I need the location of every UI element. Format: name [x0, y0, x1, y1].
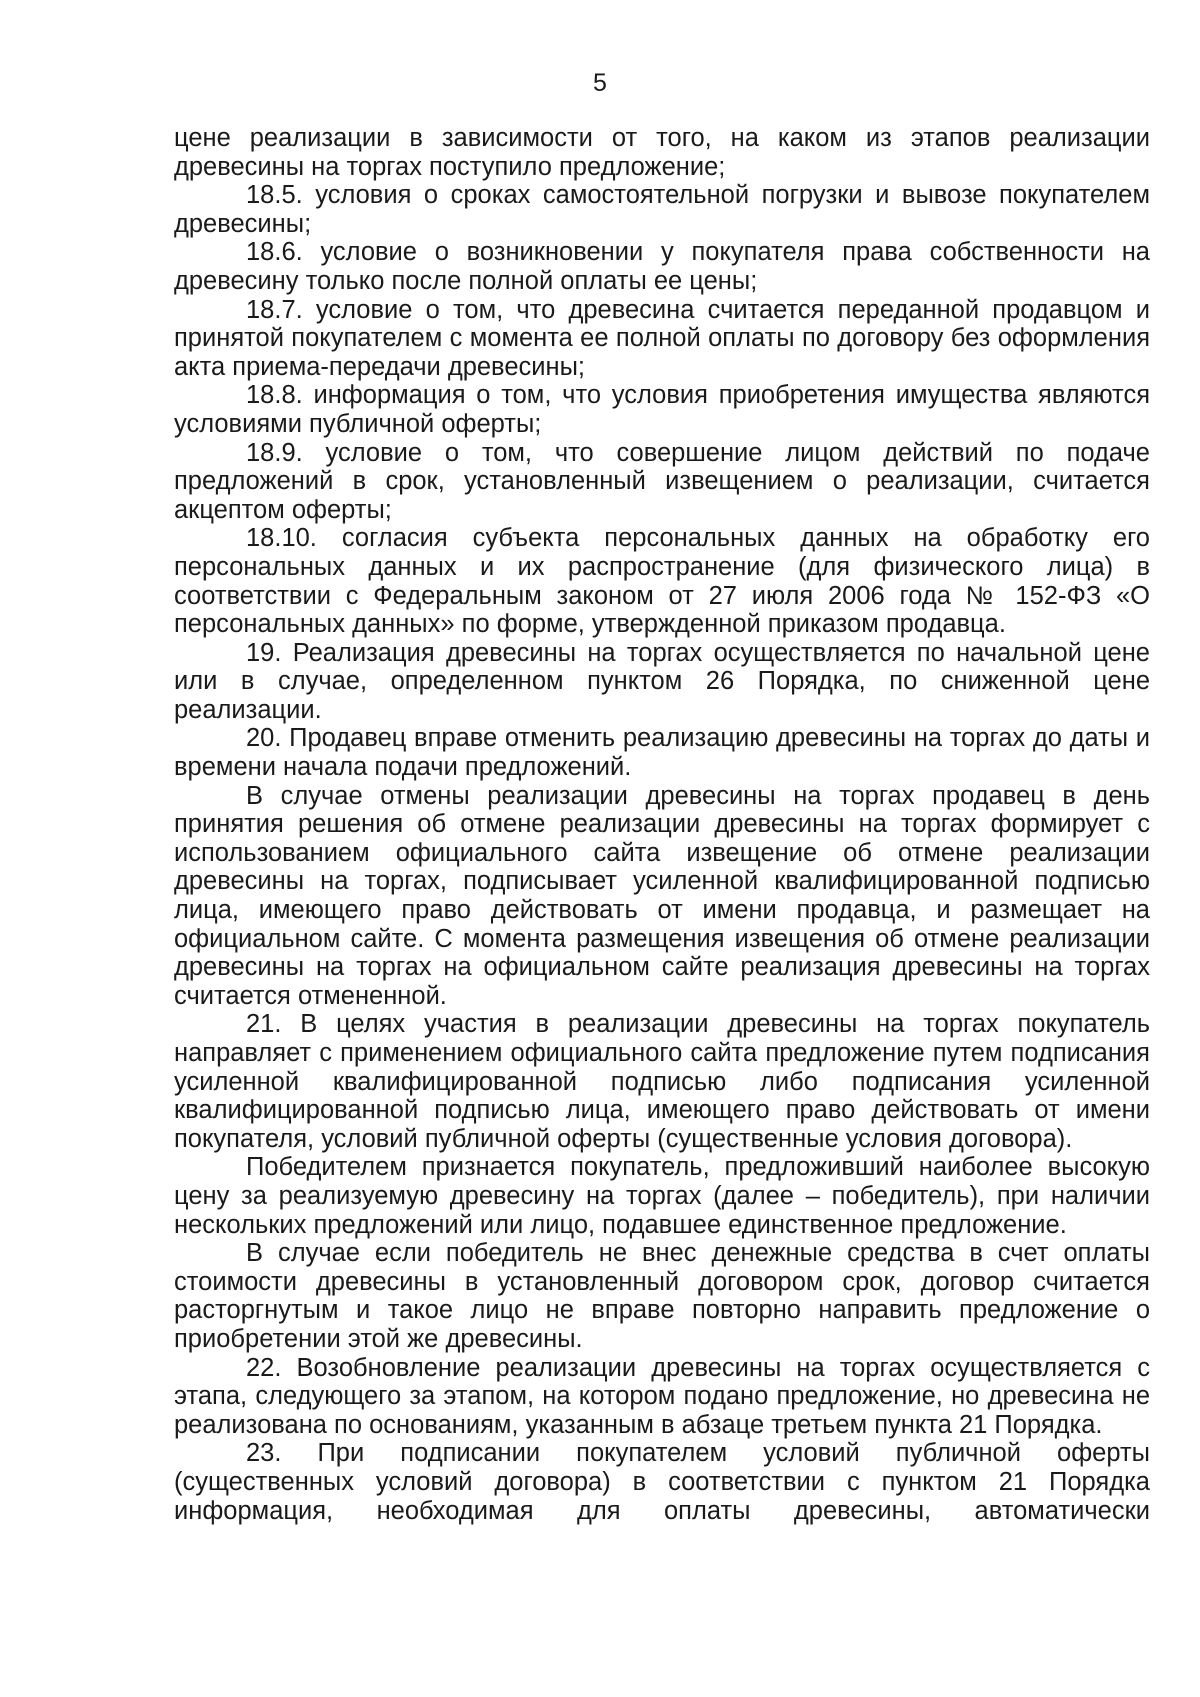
- paragraph: 18.6. условие о возникновении у покупателя права собственности на древесину только после полной оплаты ее цены;: [174, 238, 1150, 295]
- paragraph: 19. Реализация древесины на торгах осуществляется по начальной цене или в случае, определенном пунктом 26 Порядка, по сниженной цене реализации.: [174, 638, 1150, 724]
- page-number: 5: [593, 69, 607, 97]
- paragraph: В случае отмены реализации древесины на торгах продавец в день принятия решения об отмене реализации древесины на торгах формирует с использованием официального сайта извещение об отмене реализации древесины на торгах, подписывает усиленной квалифицированной подписью лица, имеющего право действовать от имени продавца, и размещает на официальном сайте. С момента размещения извещения об отмене реализации древесины на торгах на официальном сайте реализация древесины на торгах считается отмененной.: [174, 781, 1150, 1010]
- paragraph: цене реализации в зависимости от того, на каком из этапов реализации древесины на торгах поступило предложение;: [174, 124, 1150, 181]
- paragraph: 21. В целях участия в реализации древесины на торгах покупатель направляет с применением официального сайта предложение путем подписания усиленной квалифицированной подписью либо подписания усиленной квалифицированной подписью лица, имеющего право действовать от имени покупателя, условий публичной оферты (существенные условия договора).: [174, 1010, 1150, 1153]
- paragraph: В случае если победитель не внес денежные средства в счет оплаты стоимости древесины в установленный договором срок, договор считается расторгнутым и такое лицо не вправе повторно направить предложение о приобретении этой же древесины.: [174, 1239, 1150, 1353]
- paragraph: 23. При подписании покупателем условий публичной оферты (существенных условий договора) в соответствии с пунктом 21 Порядка информация, необходимая для оплаты древесины, автоматически: [174, 1439, 1150, 1525]
- paragraph: 18.9. условие о том, что совершение лицом действий по подаче предложений в срок, установленный извещением о реализации, считается акцептом оферты;: [174, 438, 1150, 524]
- paragraph: Победителем признается покупатель, предложивший наиболее высокую цену за реализуемую древесину на торгах (далее – победитель), при наличии нескольких предложений или лицо, подавшее единственное предложение.: [174, 1153, 1150, 1239]
- paragraph: 18.7. условие о том, что древесина считается переданной продавцом и принятой покупателем с момента ее полной оплаты по договору без оформления акта приема-передачи древесины;: [174, 295, 1150, 381]
- paragraph: 22. Возобновление реализации древесины на торгах осуществляется с этапа, следующего за этапом, на котором подано предложение, но древесина не реализована по основаниям, указанным в абзаце третьем пункта 21 Порядка.: [174, 1353, 1150, 1439]
- paragraph: 20. Продавец вправе отменить реализацию древесины на торгах до даты и времени начала подачи предложений.: [174, 724, 1150, 782]
- paragraph: 18.10. согласия субъекта персональных данных на обработку его персональных данных и их распространение (для физического лица) в соответствии с Федеральным законом от 27 июля 2006 года № 152-ФЗ «О персональных данных» по форме, утвержденной приказом продавца.: [174, 524, 1150, 639]
- paragraph: 18.8. информация о том, что условия приобретения имущества являются условиями публичной оферты;: [174, 381, 1150, 438]
- document-body: [174, 124, 1150, 1525]
- paragraph: 18.5. условия о сроках самостоятельной погрузки и вывозе покупателем древесины;: [174, 181, 1150, 238]
